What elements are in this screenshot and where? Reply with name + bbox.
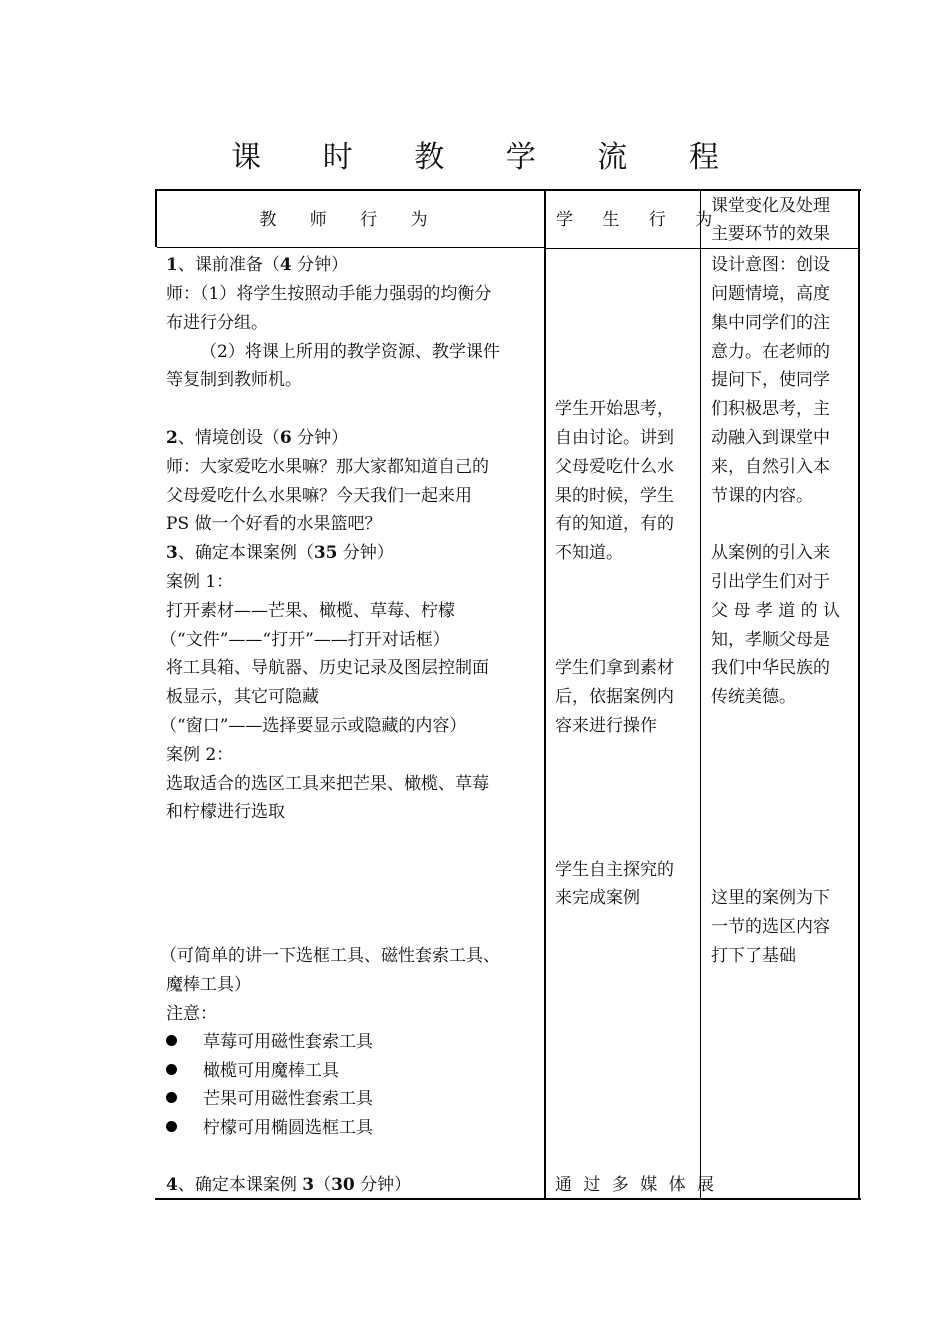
student-line: 有的知道，有的 bbox=[555, 514, 674, 534]
header-divider-teacher bbox=[157, 247, 545, 248]
student-line: 后，依据案例内 bbox=[555, 687, 674, 707]
column-divider-2 bbox=[700, 189, 701, 1200]
effect-line: 设计意图：创设 bbox=[711, 255, 830, 275]
header-student: 学 生 行 为 bbox=[556, 210, 725, 230]
section-3-heading: 3、确定本课案例（35 分钟） bbox=[166, 543, 394, 563]
effect-line: 我们中华民族的 bbox=[711, 658, 830, 678]
header-divider-student bbox=[545, 248, 701, 249]
student-line: 不知道。 bbox=[555, 543, 623, 563]
section-1-line: 师：（1）将学生按照动手能力强弱的均衡分 bbox=[166, 284, 492, 304]
student-line: 容来进行操作 bbox=[555, 716, 657, 736]
section-1-line: 等复制到教师机。 bbox=[166, 370, 302, 390]
list-item: 柠檬可用椭圆选框工具 bbox=[166, 1114, 373, 1143]
case-1-label: 案例 1： bbox=[166, 572, 234, 592]
case-1-line: 打开素材——芒果、橄榄、草莓、柠檬 bbox=[166, 601, 455, 621]
header-teacher: 教 师 行 为 bbox=[259, 210, 442, 230]
section-4-heading: 4、确定本课案例 3（30 分钟） bbox=[166, 1175, 412, 1195]
effect-line: 这里的案例为下 bbox=[711, 888, 830, 908]
effect-line: 来，自然引入本 bbox=[711, 457, 830, 477]
student-line: 果的时候，学生 bbox=[555, 486, 674, 506]
case-1-line: 板显示，其它可隐藏 bbox=[166, 687, 319, 707]
bullet-icon bbox=[166, 1121, 177, 1132]
case-2-line: 和柠檬进行选取 bbox=[166, 802, 285, 822]
effect-line: 们积极思考，主 bbox=[711, 399, 830, 419]
bullet-icon bbox=[166, 1092, 177, 1103]
note-label: 注意： bbox=[166, 1004, 217, 1024]
effect-line: 父 母 孝 道 的 认 bbox=[711, 601, 841, 621]
section-2-line: 父母爱吃什么水果嘛？今天我们一起来用 bbox=[166, 486, 472, 506]
header-effect-line2: 主要环节的效果 bbox=[711, 224, 830, 244]
student-line: 学生们拿到素材 bbox=[555, 658, 674, 678]
list-item: 芒果可用磁性套索工具 bbox=[166, 1085, 373, 1114]
section-1-line: （2）将课上所用的教学资源、教学课件 bbox=[200, 342, 500, 362]
effect-line: 节课的内容。 bbox=[711, 486, 813, 506]
section-2-heading: 2、情境创设（6 分钟） bbox=[166, 428, 349, 448]
effect-line: 一节的选区内容 bbox=[711, 917, 830, 937]
effect-line: 集中同学们的注 bbox=[711, 313, 830, 333]
section-1-heading: 1、课前准备（4 分钟） bbox=[166, 255, 349, 275]
student-line: 自由讨论。讲到 bbox=[555, 428, 674, 448]
student-line: 父母爱吃什么水 bbox=[555, 457, 674, 477]
case-1-line: （“窗口”——选择要显示或隐藏的内容） bbox=[160, 716, 467, 736]
list-item: 橄榄可用魔棒工具 bbox=[166, 1057, 339, 1086]
effect-line: 意力。在老师的 bbox=[711, 342, 830, 362]
list-item: 草莓可用磁性套索工具 bbox=[166, 1028, 373, 1057]
section-2-line: 师：大家爱吃水果嘛？那大家都知道自己的 bbox=[166, 457, 489, 477]
case-1-line: （“文件”——“打开”——打开对话框） bbox=[160, 630, 450, 650]
bullet-icon bbox=[166, 1064, 177, 1075]
student-line: 来完成案例 bbox=[555, 888, 640, 908]
case-2-label: 案例 2： bbox=[166, 745, 234, 765]
case-2-line: 选取适合的选区工具来把芒果、橄榄、草莓 bbox=[166, 774, 489, 794]
effect-line: 问题情境，高度 bbox=[711, 284, 830, 304]
header-divider-effect bbox=[701, 248, 858, 249]
bullet-icon bbox=[166, 1035, 177, 1046]
effect-line: 从案例的引入来 bbox=[711, 543, 830, 563]
tools-note-line: （可简单的讲一下选框工具、磁性套索工具、 bbox=[160, 946, 500, 966]
tools-note-line: 魔棒工具） bbox=[166, 975, 251, 995]
student-line: 学生自主探究的 bbox=[555, 860, 674, 880]
page-title: 课 时 教 学 流 程 bbox=[231, 140, 745, 175]
table-border-right bbox=[858, 189, 860, 1200]
header-effect-line1: 课堂变化及处理 bbox=[711, 196, 830, 216]
effect-line: 动融入到课堂中 bbox=[711, 428, 830, 448]
effect-line: 引出学生们对于 bbox=[711, 572, 830, 592]
effect-line: 传统美德。 bbox=[711, 687, 796, 707]
table-border-top bbox=[155, 189, 861, 191]
case-1-line: 将工具箱、导航器、历史记录及图层控制面 bbox=[166, 658, 489, 678]
effect-line: 打下了基础 bbox=[711, 946, 796, 966]
column-divider-1 bbox=[544, 189, 546, 1200]
student-line: 学生开始思考， bbox=[555, 399, 674, 419]
section-1-line: 布进行分组。 bbox=[166, 313, 268, 333]
effect-line: 知，孝顺父母是 bbox=[711, 630, 830, 650]
effect-line: 提问下，使同学 bbox=[711, 370, 830, 390]
section-2-line: PS 做一个好看的水果篮吧？ bbox=[166, 514, 382, 534]
student-line: 通 过 多 媒 体 展 bbox=[555, 1175, 718, 1195]
